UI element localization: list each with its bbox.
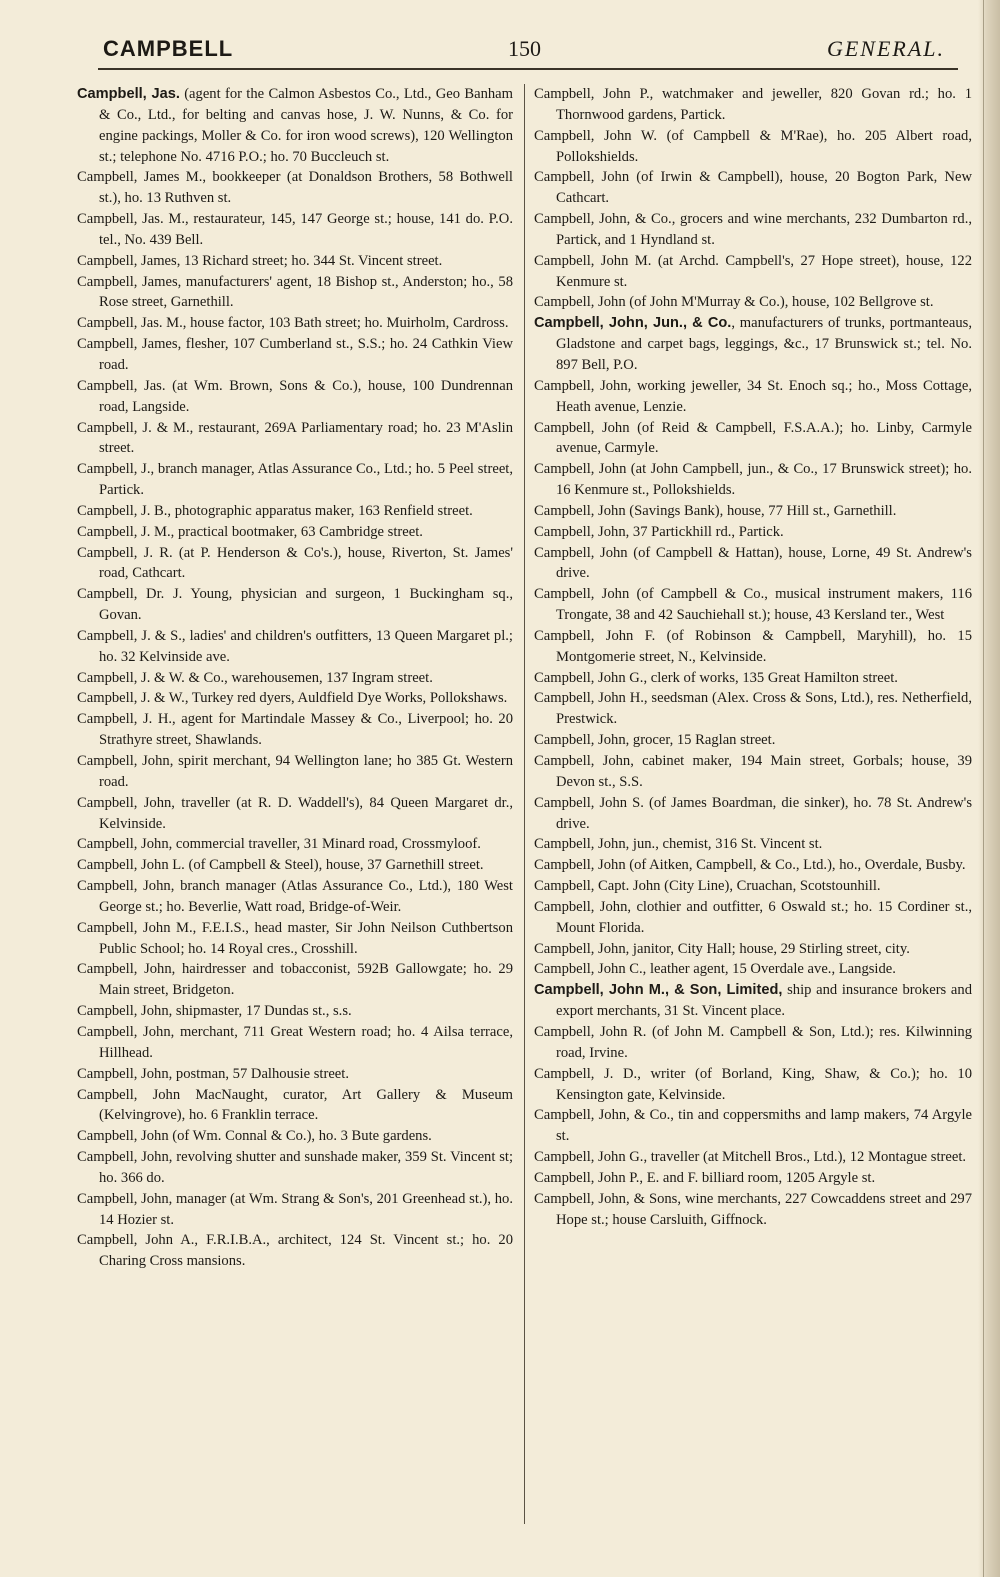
entry-text: Campbell, John, 37 Partickhill rd., Partick. <box>534 523 784 540</box>
entry-firm-name: Campbell, John, Jun., & Co. <box>534 315 732 332</box>
directory-entry <box>77 1230 513 1272</box>
directory-entry <box>77 1064 513 1085</box>
entry-text: Campbell, John P., watchmaker and jeweller, 820 Govan rd.; ho. 1 Thornwood gardens, Partick. <box>534 86 972 123</box>
entry-text: Campbell, John, traveller (at R. D. Waddell's), 84 Queen Margaret dr., Kelvinside. <box>77 794 513 832</box>
entry-text: Campbell, Capt. John (City Line), Cruachan, Scotstounhill. <box>534 878 881 895</box>
directory-entry <box>77 668 513 689</box>
directory-entry <box>534 668 972 689</box>
directory-entry <box>77 313 513 334</box>
directory-entry <box>77 584 513 626</box>
entry-text: Campbell, John G., traveller (at Mitchell Bros., Ltd.), 12 Montague street. <box>534 1149 967 1166</box>
entry-text: Campbell, John, cabinet maker, 194 Main street, Gorbals; house, 39 Devon st., S.S. <box>534 753 972 790</box>
entry-text: Campbell, John A., F.R.I.B.A., architect, 124 St. Vincent st.; ho. 20 Charing Cross mansions. <box>77 1232 513 1270</box>
entry-text: Campbell, Jas. M., house factor, 103 Bath street; ho. Muirholm, Cardross. <box>77 315 509 332</box>
entry-text: Campbell, J. M., practical bootmaker, 63 Cambridge street. <box>77 523 423 540</box>
entry-firm-name: Campbell, Jas. <box>77 86 180 102</box>
directory-entry <box>534 980 972 1022</box>
entry-text: Campbell, John, spirit merchant, 94 Wellington lane; ho 385 Gt. Western road. <box>77 753 513 790</box>
directory-entry <box>534 730 972 751</box>
entry-text: Campbell, John (of Reid & Campbell, F.S.A.A.); ho. Linby, Carmyle avenue, Carmyle. <box>534 419 972 457</box>
entry-text: Campbell, J. D., writer (of Borland, King, Shaw, & Co.); ho. 10 Kensington gate, Kelvinside. <box>534 1065 972 1103</box>
entry-text: Campbell, John, grocer, 15 Raglan street. <box>534 732 776 749</box>
page-binding-edge <box>978 0 1000 1577</box>
directory-entry <box>77 84 513 167</box>
binding-line <box>983 0 984 1577</box>
directory-entry <box>77 501 513 522</box>
entry-text: Campbell, John G., clerk of works, 135 Great Hamilton street. <box>534 669 898 686</box>
column-divider <box>524 84 525 1524</box>
directory-entry <box>77 855 513 876</box>
entry-text: Campbell, John (of Aitken, Campbell, & Co., Ltd.), ho., Overdale, Busby. <box>534 857 966 874</box>
entry-text: Campbell, James M., bookkeeper (at Donaldson Brothers, 58 Bothwell st.), ho. 13 Ruthven st. <box>77 169 513 207</box>
entry-text: Campbell, Jas. (at Wm. Brown, Sons & Co.), house, 100 Dundrennan road, Langside. <box>77 377 513 415</box>
entry-text: Campbell, Dr. J. Young, physician and surgeon, 1 Buckingham sq., Govan. <box>77 586 513 624</box>
entry-text: Campbell, John, manager (at Wm. Strang & Son's, 201 Greenhead st.), ho. 14 Hozier st. <box>77 1190 513 1228</box>
entry-text: Campbell, John M., F.E.I.S., head master, Sir John Neilson Cuthbertson Public School; ho. 14 Royal cres., Crosshill. <box>77 919 513 957</box>
entry-text: Campbell, John, hairdresser and tobacconist, 592B Gallowgate; ho. 29 Main street, Bridgeton. <box>77 961 513 999</box>
entry-text: Campbell, Jas. M., restaurateur, 145, 147 George st.; house, 141 do. P.O. tel., No. 439 Bell. <box>77 211 513 248</box>
directory-entry <box>534 167 972 209</box>
header-rule <box>98 68 958 70</box>
entry-text: Campbell, James, flesher, 107 Cumberland st., S.S.; ho. 24 Cathkin View road. <box>77 336 513 373</box>
entry-text: Campbell, John, working jeweller, 34 St. Enoch sq.; ho., Moss Cottage, Heath avenue, Lenzie. <box>534 377 972 415</box>
entry-text: Campbell, John P., E. and F. billiard room, 1205 Argyle st. <box>534 1169 876 1186</box>
page-number: 150 <box>508 36 541 61</box>
directory-entry <box>534 876 972 897</box>
entry-text: Campbell, John H., seedsman (Alex. Cross & Sons, Ltd.), res. Netherfield, Prestwick. <box>534 690 972 728</box>
entry-text: Campbell, John, branch manager (Atlas Assurance Co., Ltd.), 180 West George st.; ho. Beverlie, Watt road, Bridge-of-Weir. <box>77 878 513 915</box>
entry-text: Campbell, John MacNaught, curator, Art Gallery & Museum (Kelvingrove), ho. 6 Franklin terrace. <box>77 1086 513 1124</box>
entry-text: Campbell, John, shipmaster, 17 Dundas st., s.s. <box>77 1003 352 1020</box>
directory-entry <box>534 543 972 585</box>
directory-entry <box>77 751 513 793</box>
entry-text: Campbell, J. & S., ladies' and children's outfitters, 13 Queen Margaret pl.; ho. 32 Kelvinside ave. <box>77 627 513 665</box>
directory-entry <box>77 1126 513 1147</box>
directory-entry <box>77 688 513 709</box>
entry-text: Campbell, J. & W., Turkey red dyers, Auldfield Dye Works, Pollokshaws. <box>77 690 508 707</box>
entry-text: Campbell, John (of Wm. Connal & Co.), ho. 3 Bute gardens. <box>77 1128 432 1145</box>
entry-text: Campbell, J. H., agent for Martindale Massey & Co., Liverpool; ho. 20 Strathyre street, Shawlands. <box>77 711 513 749</box>
entry-text: Campbell, J., branch manager, Atlas Assurance Co., Ltd.; ho. 5 Peel street, Partick. <box>77 461 513 499</box>
directory-entry <box>534 1147 972 1168</box>
entry-text: Campbell, John, merchant, 711 Great Western road; ho. 4 Ailsa terrace, Hillhead. <box>77 1023 513 1061</box>
directory-entry <box>534 688 972 730</box>
directory-entry <box>534 292 972 313</box>
running-head-section: GENERAL. <box>826 36 945 61</box>
entry-text: Campbell, John, & Co., tin and coppersmiths and lamp makers, 74 Argyle st. <box>534 1107 972 1145</box>
directory-entry <box>534 1064 972 1106</box>
left-column <box>77 84 513 1272</box>
entry-text: Campbell, J. R. (at P. Henderson & Co's.), house, Riverton, St. James' road, Cathcart. <box>77 544 513 582</box>
directory-entry <box>77 626 513 668</box>
entry-text: Campbell, John, jun., chemist, 316 St. Vincent st. <box>534 836 823 853</box>
directory-entry <box>77 834 513 855</box>
directory-entry <box>534 793 972 835</box>
entry-text: Campbell, John R. (of John M. Campbell & Son, Ltd.); res. Kilwinning road, Irvine. <box>534 1023 972 1061</box>
entry-text: Campbell, John, clothier and outfitter, 6 Oswald st.; ho. 15 Cordiner st., Mount Florida. <box>534 898 972 936</box>
directory-entry <box>77 1147 513 1189</box>
directory-entry <box>77 376 513 418</box>
entry-text: Campbell, John, postman, 57 Dalhousie street. <box>77 1065 349 1082</box>
entry-text: Campbell, John F. (of Robinson & Campbell, Maryhill), ho. 15 Montgomerie street, N., Kelvinside. <box>534 627 972 665</box>
page-header <box>0 30 1000 70</box>
directory-entry <box>77 459 513 501</box>
entry-text: ship and insurance brokers and export merchants, 31 St. Vincent place. <box>556 982 972 1020</box>
directory-entry <box>534 584 972 626</box>
directory-entry <box>534 126 972 168</box>
directory-entry <box>534 522 972 543</box>
entry-text: Campbell, John (of John M'Murray & Co.), house, 102 Bellgrove st. <box>534 294 934 311</box>
directory-entry <box>534 251 972 293</box>
directory-entry <box>77 251 513 272</box>
entry-text: Campbell, James, manufacturers' agent, 18 Bishop st., Anderston; ho., 58 Rose street, Garnethill. <box>77 273 513 311</box>
directory-entry <box>77 272 513 314</box>
entry-text: Campbell, John (at John Campbell, jun., & Co., 17 Brunswick street); ho. 16 Kenmure st., Pollokshields. <box>534 461 972 499</box>
directory-entry <box>534 459 972 501</box>
directory-entry <box>534 501 972 522</box>
directory-entry <box>534 376 972 418</box>
entry-text: Campbell, John, & Sons, wine merchants, 227 Cowcaddens street and 297 Hope st.; house Carsluith, Giffnock. <box>534 1190 972 1228</box>
directory-entry <box>77 1001 513 1022</box>
directory-entry <box>77 167 513 209</box>
entry-text: Campbell, J. & W. & Co., warehousemen, 137 Ingram street. <box>77 669 433 686</box>
directory-entry <box>534 897 972 939</box>
entry-text: Campbell, John S. (of James Boardman, die sinker), ho. 78 St. Andrew's drive. <box>534 794 972 832</box>
directory-entry <box>534 751 972 793</box>
entry-text: Campbell, J. & M., restaurant, 269A Parliamentary road; ho. 23 M'Aslin street. <box>77 419 513 457</box>
directory-entry <box>534 855 972 876</box>
entry-text: Campbell, John (of Irwin & Campbell), house, 20 Bogton Park, New Cathcart. <box>534 169 972 207</box>
directory-entry <box>77 209 513 251</box>
entry-text: , manufacturers of trunks, portmanteaus, Gladstone and carpet bags, leggings, &c., 17 Brunswick st.; tel. No. 897 Bell, P.O. <box>556 315 972 373</box>
directory-entry <box>534 1022 972 1064</box>
directory-entry <box>534 209 972 251</box>
directory-entry <box>77 1022 513 1064</box>
entry-text: Campbell, James, 13 Richard street; ho. 344 St. Vincent street. <box>77 252 443 269</box>
entry-text: Campbell, John (of Campbell & Hattan), house, Lorne, 49 St. Andrew's drive. <box>534 544 972 582</box>
right-column <box>534 84 972 1230</box>
directory-entry <box>534 626 972 668</box>
directory-entry <box>77 793 513 835</box>
directory-entry <box>534 834 972 855</box>
entry-text: Campbell, John M. (at Archd. Campbell's, 27 Hope street), house, 122 Kenmure st. <box>534 252 972 290</box>
directory-entry <box>77 1189 513 1231</box>
directory-entry <box>77 918 513 960</box>
entry-text: Campbell, John C., leather agent, 15 Overdale ave., Langside. <box>534 961 896 978</box>
entry-text: (agent for the Calmon Asbestos Co., Ltd., Geo Banham & Co., Ltd., for belting and canvas hose, J. W. Nunns, & Co. for engine packings, Moller & Co. for iron wood screws), 120 Wellington st.; telephone No. 4716 P.O.; ho. 70 Buccleuch st. <box>99 86 513 165</box>
running-head-surname: CAMPBELL <box>103 36 234 61</box>
entry-text: Campbell, J. B., photographic apparatus maker, 163 Renfield street. <box>77 502 473 519</box>
directory-entry <box>534 959 972 980</box>
directory-entry <box>77 959 513 1001</box>
directory-entry <box>77 709 513 751</box>
directory-entry <box>534 313 972 376</box>
directory-entry <box>534 1189 972 1231</box>
entry-firm-name: Campbell, John M., & Son, Limited, <box>534 982 783 999</box>
entry-text: Campbell, John (Savings Bank), house, 77 Hill st., Garnethill. <box>534 502 897 519</box>
directory-entry <box>534 418 972 460</box>
entry-text: Campbell, John, & Co., grocers and wine merchants, 232 Dumbarton rd., Partick, and 1 Hyndland st. <box>534 211 972 248</box>
entry-text: Campbell, John W. (of Campbell & M'Rae), ho. 205 Albert road, Pollokshields. <box>534 127 972 165</box>
directory-entry <box>77 876 513 918</box>
entry-text: Campbell, John L. (of Campbell & Steel), house, 37 Garnethill street. <box>77 857 484 874</box>
entry-text: Campbell, John, revolving shutter and sunshade maker, 359 St. Vincent st; ho. 366 do. <box>77 1149 513 1186</box>
entry-text: Campbell, John, commercial traveller, 31 Minard road, Crossmyloof. <box>77 836 481 853</box>
directory-entry <box>77 418 513 460</box>
entry-text: Campbell, John (of Campbell & Co., musical instrument makers, 116 Trongate, 38 and 42 Sauchiehall st.); house, 43 Kersland ter., West <box>534 586 972 624</box>
entry-text: Campbell, John, janitor, City Hall; house, 29 Stirling street, city. <box>534 940 910 957</box>
directory-entry <box>534 1105 972 1147</box>
directory-entry <box>77 334 513 376</box>
directory-entry <box>77 543 513 585</box>
directory-entry <box>77 522 513 543</box>
directory-entry <box>534 84 972 126</box>
directory-entry <box>534 939 972 960</box>
directory-entry <box>534 1168 972 1189</box>
directory-entry <box>77 1085 513 1127</box>
